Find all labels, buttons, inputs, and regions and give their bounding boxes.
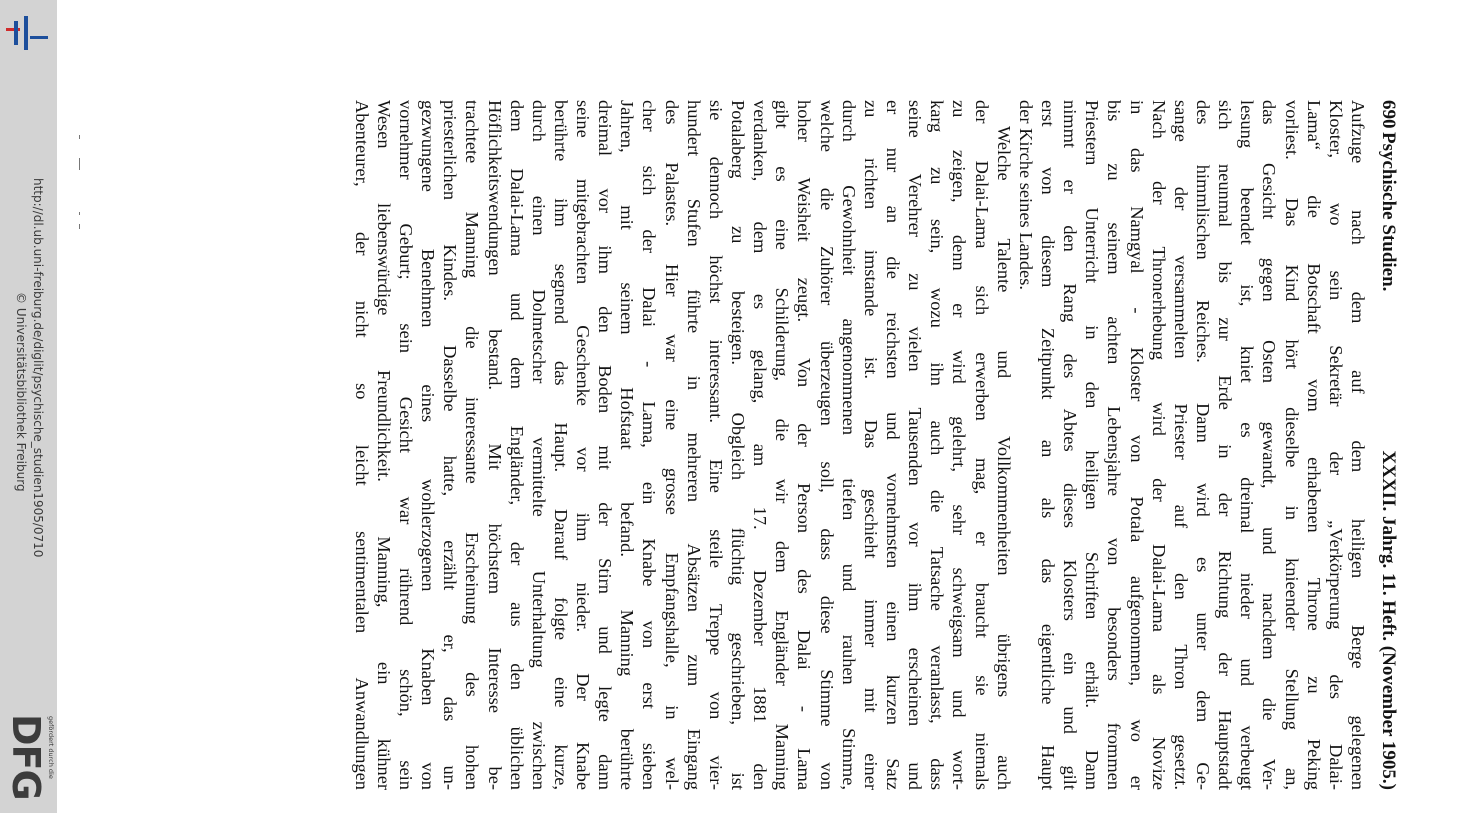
dfg-funded-label: gefördert durch die (47, 716, 55, 779)
text-line: vornehmer Geburt; sein Gesicht war rührend schön, sein (395, 100, 416, 790)
page-number: 690 (1378, 100, 1399, 129)
text-line: welche die Zuhörer überzeugen soll, dass diese Stimme von (816, 100, 837, 790)
text-line: sich neunmal bis zur Erde in der Richtung der Hauptstadt (1215, 100, 1236, 790)
text-line: sie dennoch höchst interessant. Eine steile Treppe von vier- (705, 100, 726, 790)
text-line: dreimal vor ihm den Boden mit der Stirn und legte dann (595, 100, 616, 790)
text-line: lesung beendet ist, kniet es dreimal nieder und verbeugt (1237, 100, 1258, 790)
text-line: Potalaberg zu besteigen. Obgleich flüchtig geschrieben, ist (728, 100, 749, 790)
scan-mark (79, 158, 80, 170)
dfg-logo: DFG (4, 714, 48, 800)
page-content-rotated (225, 100, 1405, 790)
text-line: vorliest. Das Kind hört dieselbe in knieender Stellung an, (1281, 100, 1302, 790)
text-line: trachtete Manning die interessante Erscheinung des hohen (462, 100, 483, 790)
text-line: berührte ihm segnend das Haupt. Darauf folgte eine kurze, (550, 100, 571, 790)
text-line: Jahren, mit seinem Hofstaat befand. Manning berührte (617, 100, 638, 790)
body-text (351, 100, 1369, 790)
text-line: durch Gewohnheit angenommenen tiefen und rauhen Stimme, (838, 100, 859, 790)
text-line: Aufzuge nach dem auf dem heiligen Berge gelegenen (1348, 100, 1368, 790)
text-line: Wesen liebenswürdige Freundlichkeit. Manning, ein kühner (373, 100, 394, 790)
scan-mark (79, 212, 80, 215)
text-line: durch einen Dolmetscher vermittelte Unterhaltung zwischen (528, 100, 549, 790)
text-line: in das Namgyal - Kloster von Potala aufgenommen, wo er (1126, 100, 1147, 790)
text-line: zu zeigen, denn er wird gelehrt, sehr schweigsam und wort- (949, 100, 970, 790)
text-line: Höflichkeitswendungen bestand. Mit höchstem Interesse be- (484, 100, 505, 790)
text-line: priesterlichen Kindes. Dasselbe hatte, erzählt er, das un- (440, 100, 461, 790)
text-line: Welche Talente und Vollkommenheiten übrigens auch (993, 126, 1014, 790)
text-line: verdanken, dem es gelang, am 17. Dezember 1881 den (750, 100, 771, 790)
text-line: seine mitgebrachten Geschenke vor ihm nieder. Der Knabe (573, 100, 594, 790)
text-line: zu richten imstande ist. Das geschieht immer mit einer (860, 100, 881, 790)
text-line: das Gesicht gegen Osten gewandt, und nachdem die Ver- (1259, 100, 1280, 790)
text-line: seine Verehrer zu vielen Tausenden vor ihm erscheinen und (905, 100, 926, 790)
text-line: Abenteurer, der nicht so leicht sentimentalen Anwandlungen (351, 100, 372, 790)
text-line: dem Dalai-Lama und dem Engländer, der aus den üblichen (506, 100, 527, 790)
text-line: nimmt er den Rang des Abtes dieses Klosters ein und gilt (1060, 100, 1081, 790)
scan-mark (79, 135, 80, 139)
source-url[interactable]: http://dl.ub.uni-freiburg.de/diglit/psychische_studien1905/0710 (31, 178, 45, 558)
text-line: Lama“ die Botschaft vom erhabenen Throne zu Peking (1303, 100, 1324, 790)
running-header (1373, 100, 1399, 790)
text-line: hundert Stufen führte in mehreren Absätzen zum Eingang (683, 100, 704, 790)
journal-title: Psychische Studien. (1378, 132, 1399, 292)
text-line: Kloster, wo sein Sekretär der „Verkörperung des Dalai- (1325, 100, 1346, 790)
text-line: Priestern Unterricht in den heiligen Schriften erhält. Dann (1082, 100, 1103, 790)
viewer-sidebar (0, 0, 57, 813)
scan-mark (79, 224, 80, 229)
text-line: Nach der Thronerhebung wird der Dalai-Lama als Novize (1148, 100, 1169, 790)
text-line: bis zu seinem achten Lebensjahre von besonders frommen (1104, 100, 1125, 790)
scanned-page (225, 100, 1405, 790)
text-line: hoher Weisheit zeugt. Von der Person des Dalai - Lama (794, 100, 815, 790)
text-line: er nur an die reichsten und vornehmsten einen kurzen Satz (883, 100, 904, 790)
text-line: cher sich der Dalai - Lama, ein Knabe von erst sieben (639, 100, 660, 790)
text-line: sange der versammelten Priester auf den Thron gesetzt. (1170, 100, 1191, 790)
issue-info: XXXII. Jahrg. 11. Heft. (November 1905.) (1378, 450, 1399, 790)
text-line: gezwungene Benehmen eines wohlerzogenen Knaben von (418, 100, 439, 790)
copyright-notice: © Universitätsbibliothek Freiburg (14, 292, 28, 492)
text-line: gibt es eine Schilderung, die wir dem Engländer Manning (772, 100, 793, 790)
text-line: des Palastes. Hier war eine grosse Empfangshalle, in wel- (661, 100, 682, 790)
text-line: der Kirche seines Landes. (1015, 100, 1036, 290)
text-line: der Dalai-Lama sich erwerben mag, er braucht sie niemals (971, 100, 992, 790)
library-logo-icon (4, 8, 50, 52)
text-line: des himmlischen Reiches. Dann wird es unter dem Ge- (1193, 100, 1214, 790)
text-line: erst von diesem Zeitpunkt an als das eigentliche Haupt (1038, 100, 1059, 790)
text-line: karg zu sein, wozu ihn auch die Tatsache veranlasst, dass (927, 100, 948, 790)
